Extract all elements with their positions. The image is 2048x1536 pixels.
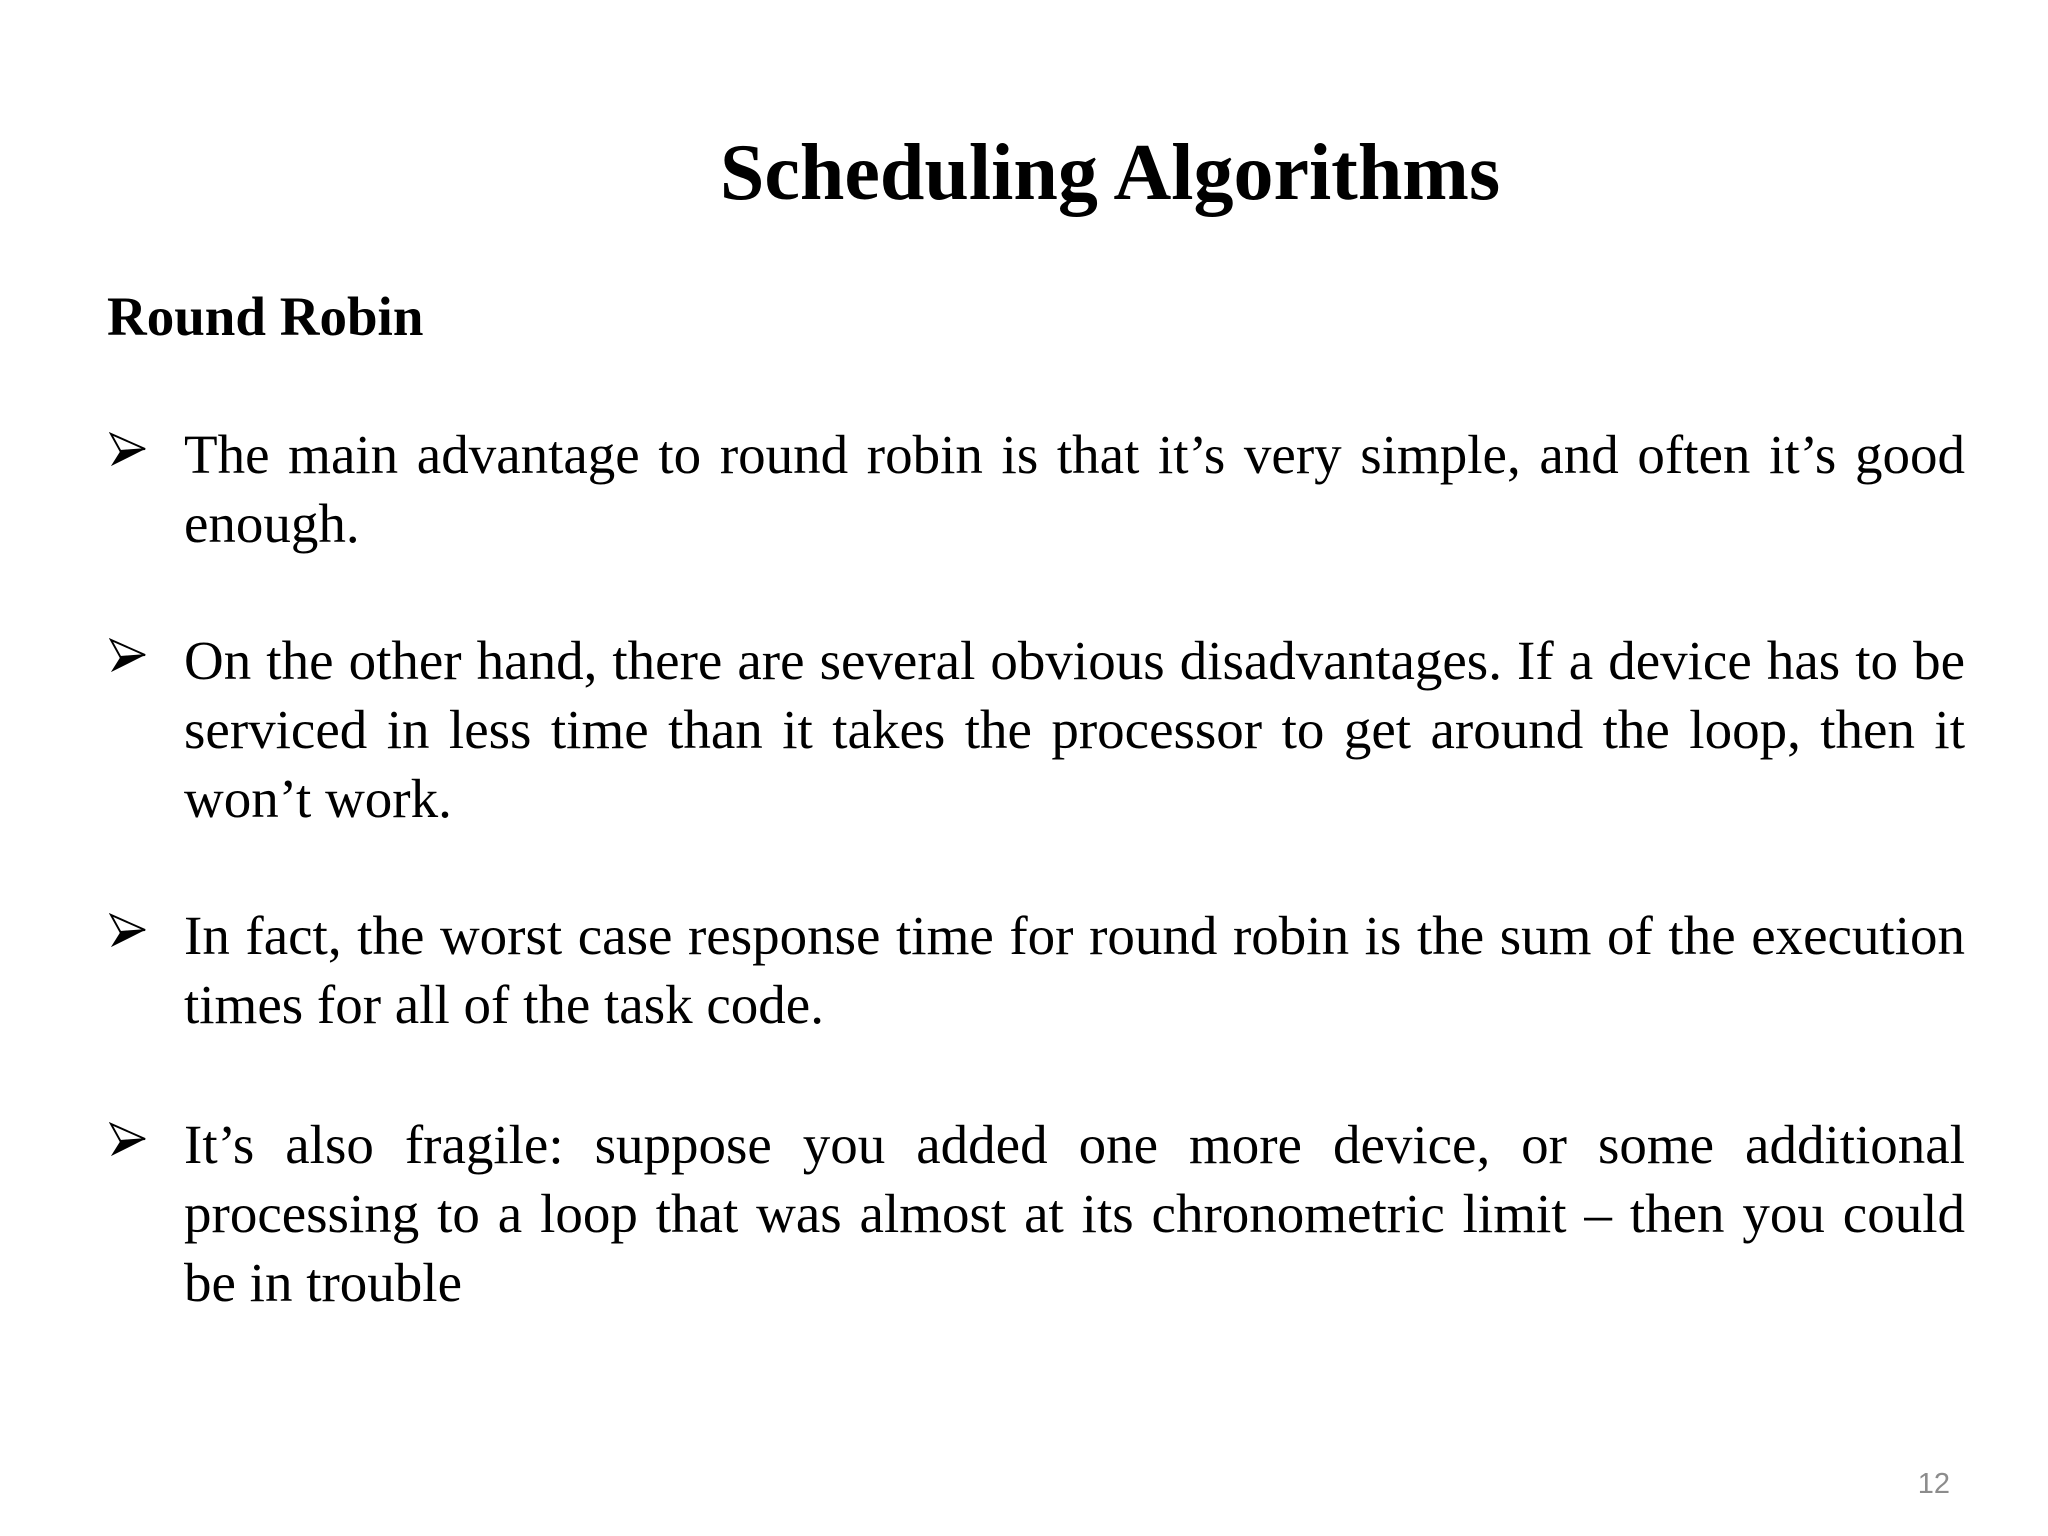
arrow-bullet-icon [109, 912, 147, 950]
section-heading: Round Robin [107, 286, 424, 347]
bullet-text: It’s also fragile: suppose you added one more device, or some additional processing to a loop that was almost at its chronometric limit – then you could be in trouble [184, 1114, 1965, 1313]
bullet-text: The main advantage to round robin is that it’s very simple, and often it’s good enough. [184, 424, 1965, 554]
bullet-text: In fact, the worst case response time for round robin is the sum of the execution times for all of the task code. [184, 905, 1965, 1035]
slide-title: Scheduling Algorithms [719, 129, 1501, 217]
arrow-bullet-icon [109, 637, 147, 675]
bullet-item [107, 420, 1965, 558]
bullet-item [107, 626, 1965, 833]
bullet-text: On the other hand, there are several obvious disadvantages. If a device has to be serviced in less time than it takes the processor to get around the loop, then it won’t work. [184, 630, 1965, 829]
bullet-list [107, 420, 1965, 1385]
arrow-bullet-icon [109, 431, 147, 469]
page-number: 12 [1917, 1468, 1950, 1500]
bullet-item [107, 901, 1965, 1039]
bullet-item [107, 1110, 1965, 1317]
arrow-bullet-icon [109, 1121, 147, 1159]
